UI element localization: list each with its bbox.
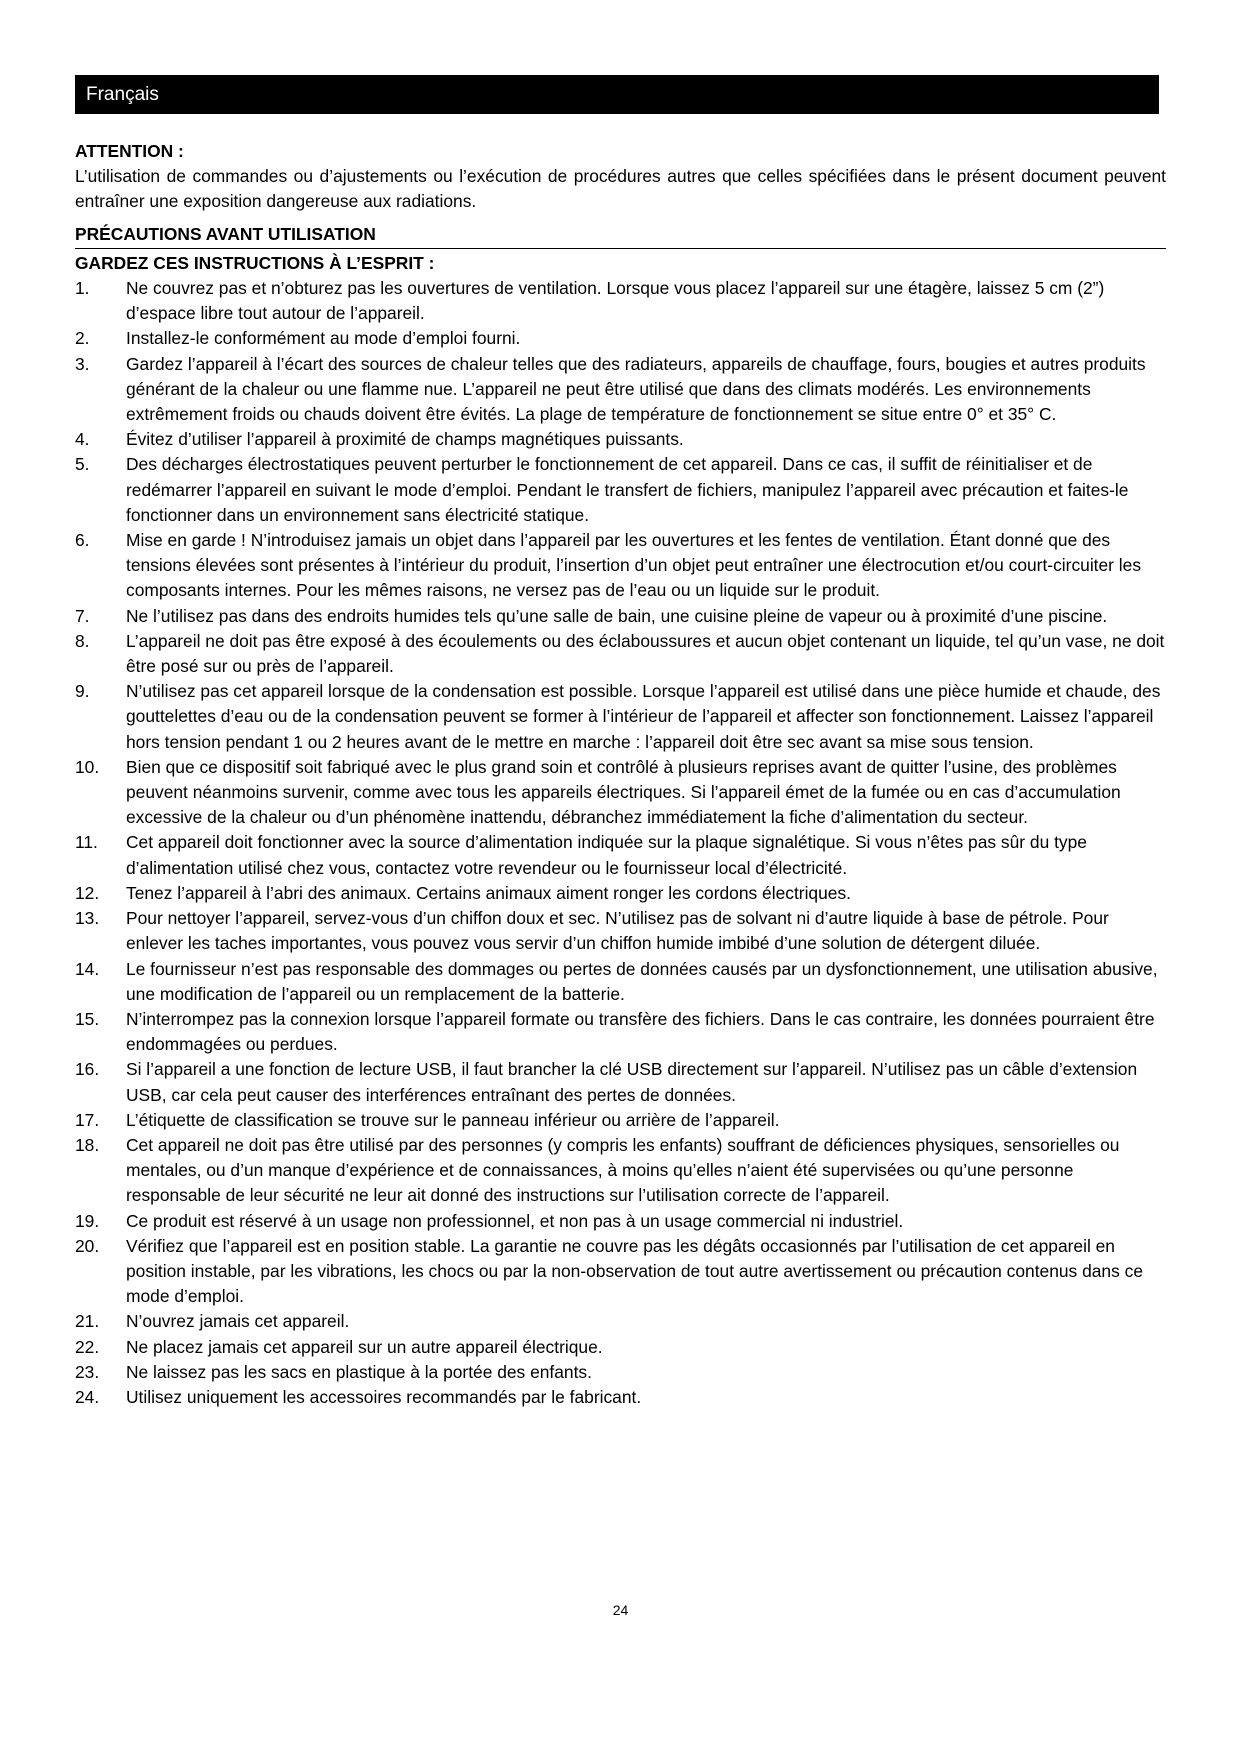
list-item [75,957,1166,1007]
list-item-text: Ne couvrez pas et n’obturez pas les ouvertures de ventilation. Lorsque vous placez l’appareil sur une étagère, laissez 5 cm (2”) d’espace libre tout autour de l’appareil. [126,278,1105,324]
list-item [75,906,1166,956]
list-item-text: Mise en garde ! N’introduisez jamais un objet dans l’appareil par les ouvertures et les fentes de ventilation. Étant donné que des tensions élevées sont présentes à l’intérieur du produit, l’insertion d’un objet peut entraîner une électrocution et/ou court-circuiter les composants internes. Pour les mêmes raisons, ne versez pas de l’eau ou un liquide sur le produit. [126,530,1142,601]
list-item [75,604,1166,629]
list-item-text: Ne l’utilisez pas dans des endroits humides tels qu’une salle de bain, une cuisine pleine de vapeur ou à proximité d’une piscine. [126,605,1108,626]
list-item-number: 18. [75,1134,100,1155]
list-item-text: Vérifiez que l’appareil est en position stable. La garantie ne couvre pas les dégâts occasionnés par l’utilisation de cet appareil en position instable, par les vibrations, les chocs ou par la non-observation de tout autre avertissement ou précaution contenus dans ce mode d’emploi. [126,1235,1143,1307]
list-item-text: Des décharges électrostatiques peuvent perturber le fonctionnement de cet appareil. Dans ce cas, il suffit de réinitialiser et de redémarrer l’appareil en suivant le mode d’emploi. Pendant le transfert de fichiers, manipulez l’appareil avec précaution et faites-le fonctionner dans un environnement sans électricité statique. [126,454,1129,525]
list-item-text: Gardez l’appareil à l’écart des sources de chaleur telles que des radiateurs, appareils de chauffage, fours, bougies et autres produits générant de la chaleur ou une flamme nue. L’appareil ne peut être utilisé que dans des climats modérés. Les environnements extrêmement froids ou chauds doivent être évités. La plage de température de fonctionnement se situe entre 0° et 35° C. [126,353,1146,425]
list-item-number: 15. [75,1008,100,1029]
list-item [75,1309,1166,1334]
list-item-text: N’interrompez pas la connexion lorsque l’appareil formate ou transfère des fichiers. Dans le cas contraire, les données pourraient être endommagées ou perdues. [126,1008,1155,1055]
list-item [75,881,1166,906]
list-item-number: 3. [75,353,90,374]
list-item-text: Cet appareil ne doit pas être utilisé par des personnes (y compris les enfants) souffrant de déficiences physiques, sensorielles ou mentales, ou d’un manque d’expérience et de connaissances, à moins qu’elles n’aient été supervisées ou qu’une personne responsable de leur sécurité ne leur ait donné des instructions sur l’utilisation correcte de l’appareil. [126,1134,1120,1206]
list-item-number: 23. [75,1361,100,1382]
list-item-number: 1. [75,278,90,299]
list-item-number: 10. [75,756,100,777]
page-number: 24 [612,1602,629,1618]
list-item-text: Le fournisseur n’est pas responsable des dommages ou pertes de données causés par un dysfonctionnement, une utilisation abusive, une modification de l’appareil ou un remplacement de la batterie. [126,958,1158,1004]
list-item-number: 4. [75,429,90,450]
list-item-number: 16. [75,1059,100,1080]
list-item-number: 9. [75,681,90,702]
list-item-number: 19. [75,1210,100,1231]
precautions-subtitle: GARDEZ CES INSTRUCTIONS À L’ESPRIT : [75,252,435,273]
list-item-text: Évitez d’utiliser l’appareil à proximité de champs magnétiques puissants. [126,429,684,450]
list-item-number: 21. [75,1311,100,1332]
list-item-text: Si l’appareil a une fonction de lecture USB, il faut brancher la clé USB directement sur l’appareil. N’utilisez pas un câble d’extension USB, car cela peut causer des interférences entraînant des pertes de données. [126,1059,1138,1105]
list-item-text: Installez-le conformément au mode d’emploi fourni. [126,328,521,349]
list-item [75,1209,1166,1234]
language-header: Français [75,75,1159,114]
list-item-text: N’ouvrez jamais cet appareil. [126,1311,350,1332]
list-item [75,679,1166,755]
list-item [75,1057,1166,1107]
list-item-text: Ce produit est réservé à un usage non professionnel, et non pas à un usage commercial ni industriel. [126,1210,904,1231]
list-item-number: 13. [75,908,100,929]
list-item [75,1234,1166,1310]
list-item [75,830,1166,880]
list-item-number: 22. [75,1336,100,1357]
list-item [75,276,1166,326]
list-item [75,352,1166,428]
list-item-text: N’utilisez pas cet appareil lorsque de la condensation est possible. Lorsque l’appareil est utilisé dans une pièce humide et chaude, des gouttelettes d’eau ou de la condensation peuvent se former à l’intérieur de l’appareil et affecter son fonctionnement. Laissez l’appareil hors tension pendant 1 ou 2 heures avant de le mettre en marche : l’appareil doit être sec avant sa mise sous tension. [126,681,1161,752]
list-item-text: Ne laissez pas les sacs en plastique à la portée des enfants. [126,1361,592,1382]
list-item [75,452,1166,528]
list-item-text: Cet appareil doit fonctionner avec la source d’alimentation indiquée sur la plaque signalétique. Si vous n’êtes pas sûr du type d’alimentation utilisé chez vous, contactez votre revendeur ou le fournisseur local d’électricité. [126,832,1087,878]
list-item-number: 17. [75,1109,100,1130]
list-item [75,1360,1166,1385]
list-item-text: Bien que ce dispositif soit fabriqué avec le plus grand soin et contrôlé à plusieurs reprises avant de quitter l’usine, des problèmes peuvent néanmoins survenir, comme avec tous les appareils électriques. Si l’appareil émet de la fumée ou en cas d’accumulation excessive de la chaleur ou d’un phénomène inattendu, débranchez immédiatement la fiche d’alimentation du secteur. [126,756,1121,828]
list-item [75,528,1166,604]
list-item-number: 8. [75,630,90,651]
precautions-title: PRÉCAUTIONS AVANT UTILISATION [75,222,1166,249]
list-item-number: 2. [75,328,90,349]
list-item-text: L’étiquette de classification se trouve sur le panneau inférieur ou arrière de l’appareil. [126,1109,780,1130]
list-item-number: 24. [75,1386,100,1407]
list-item-text: Tenez l’appareil à l’abri des animaux. Certains animaux aiment ronger les cordons électriques. [126,882,851,903]
list-item [75,427,1166,452]
list-item-text: Utilisez uniquement les accessoires recommandés par le fabricant. [126,1386,642,1407]
list-item [75,326,1166,351]
page-content [75,139,1166,1410]
list-item [75,755,1166,831]
list-item [75,1133,1166,1209]
list-item [75,1007,1166,1057]
list-item-number: 5. [75,454,90,475]
list-item-text: L’appareil ne doit pas être exposé à des écoulements ou des éclaboussures et aucun objet contenant un liquide, tel qu’un vase, ne doit être posé sur ou près de l’appareil. [126,630,1165,677]
list-item [75,629,1166,679]
precautions-list [75,276,1166,1410]
list-item-text: Pour nettoyer l’appareil, servez-vous d’un chiffon doux et sec. N’utilisez pas de solvant ni d’autre liquide à base de pétrole. Pour enlever les taches importantes, vous pouvez vous servir d’un chiffon humide imbibé d’une solution de détergent diluée. [126,908,1109,954]
attention-text: L’utilisation de commandes ou d’ajustements ou l’exécution de procédures autres que celles spécifiées dans le présent document peuvent entraîner une exposition dangereuse aux radiations. [75,166,1166,212]
list-item [75,1108,1166,1133]
list-item-text: Ne placez jamais cet appareil sur un autre appareil électrique. [126,1336,603,1357]
list-item-number: 12. [75,882,100,903]
list-item-number: 6. [75,530,90,551]
list-item-number: 11. [75,832,98,853]
list-item-number: 7. [75,605,90,626]
list-item [75,1385,1166,1410]
list-item-number: 20. [75,1235,100,1256]
list-item [75,1335,1166,1360]
attention-heading: ATTENTION : [75,141,184,161]
list-item-number: 14. [75,958,100,979]
